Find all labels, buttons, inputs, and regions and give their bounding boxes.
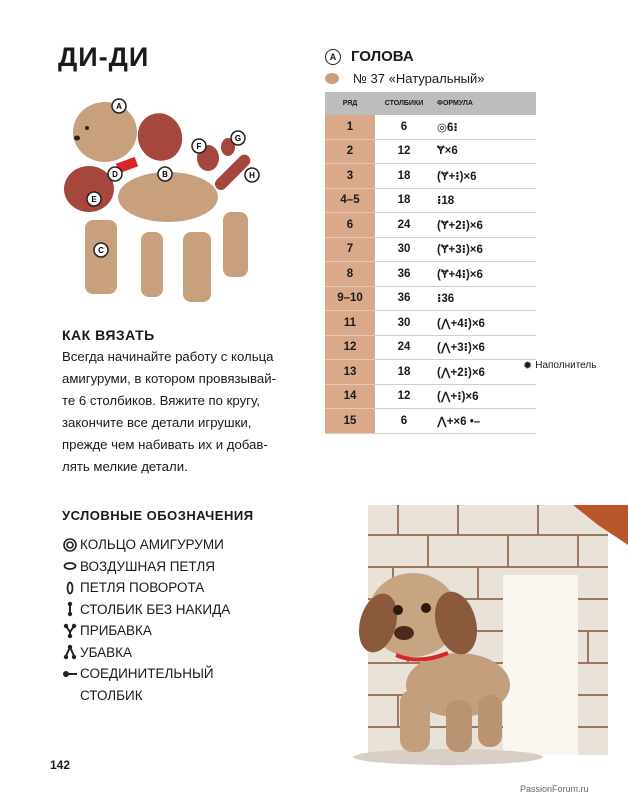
page-number: 142 (50, 758, 71, 772)
legend-item: СОЕДИНИТЕЛЬНЫЙ СТОЛБИК (60, 663, 320, 706)
legend-item: УБАВКА (60, 642, 320, 664)
legend-item: ВОЗДУШНАЯ ПЕТЛЯ (60, 556, 320, 578)
decrease-icon (60, 642, 80, 664)
turning-loop-icon (60, 577, 80, 599)
filler-icon: ✹ (523, 360, 533, 372)
assembly-diagram (55, 92, 275, 307)
table-header: РЯД СТОЛБИКИ ФОРМУЛА (325, 92, 536, 115)
table-row: 6 24 (Ɏ+2⁝)×6 (325, 213, 536, 238)
table-row: 7 30 (Ɏ+3⁝)×6 (325, 237, 536, 262)
yarn-color-swatch (325, 73, 339, 84)
table-row: 12 24 (⋀+3⁝)×6 (325, 335, 536, 360)
diagram-label-d: D (112, 170, 118, 179)
table-row: 13 18 (⋀+2⁝)×6 (325, 360, 536, 385)
diagram-leg-4 (223, 212, 248, 277)
chain-stitch-icon (60, 556, 80, 578)
head-section (325, 48, 484, 86)
diagram-leg-3 (183, 232, 211, 302)
how-to-text: Всегда начинайте работу с кольца амигуруми, в котором провязывай- те 6 столбиков. Вяжите по кругу, закончите все детали игрушки, прежде чем набивать их и добав- лять мелкие детали. (62, 349, 276, 474)
table-row: 14 12 (⋀+⁝)×6 (325, 384, 536, 409)
slip-stitch-icon (60, 663, 80, 685)
diagram-label-c: C (98, 246, 104, 255)
section-name: ГОЛОВА (351, 48, 414, 65)
filler-note: ✹ Наполнитель (523, 360, 597, 372)
yarn-info (325, 71, 484, 86)
diagram-label-f: F (196, 142, 202, 151)
table-row: 11 30 (⋀+4⁝)×6 (325, 311, 536, 336)
legend-item: СТОЛБИК БЕЗ НАКИДА (60, 599, 320, 621)
diagram-label-a: A (116, 102, 122, 111)
table-row: 4–5 18 ⁝18 (325, 188, 536, 213)
diagram-leg-2 (141, 232, 163, 297)
diagram-ear (131, 107, 189, 167)
increase-icon (60, 620, 80, 642)
table-row: 2 12 Ɏ×6 (325, 139, 536, 164)
toy-photo (338, 505, 628, 775)
rows-table (325, 92, 536, 434)
legend-item: ПРИБАВКА (60, 620, 320, 642)
diagram-label-h: H (249, 171, 255, 180)
diagram-head (73, 102, 137, 162)
diagram-label-g: G (234, 134, 242, 143)
table-row: 3 18 (Ɏ+⁝)×6 (325, 164, 536, 189)
table-row: 9–10 36 ⁝36 (325, 286, 536, 311)
single-crochet-icon (60, 599, 80, 621)
legend (60, 534, 320, 706)
section-marker: A (325, 49, 341, 65)
diagram-ear-left (64, 166, 114, 212)
watermark: PassionForum.ru (520, 784, 589, 794)
table-row: 1 6 ◎6⁝ (325, 115, 536, 139)
page-title: ДИ-ДИ (58, 42, 150, 72)
legend-item: КОЛЬЦО АМИГУРУМИ (60, 534, 320, 556)
table-row: 8 36 (Ɏ+4⁝)×6 (325, 262, 536, 287)
how-to-heading: КАК ВЯЗАТЬ (62, 327, 155, 343)
legend-item: ПЕТЛЯ ПОВОРОТА (60, 577, 320, 599)
diagram-label-e: E (91, 195, 97, 204)
table-row: 15 6 ⋀+×6 •– (325, 409, 536, 434)
yarn-label: № 37 «Натуральный» (353, 71, 485, 86)
amigurumi-ring-icon (60, 534, 80, 556)
diagram-label-b: B (162, 170, 168, 179)
legend-heading: УСЛОВНЫЕ ОБОЗНАЧЕНИЯ (62, 508, 254, 523)
